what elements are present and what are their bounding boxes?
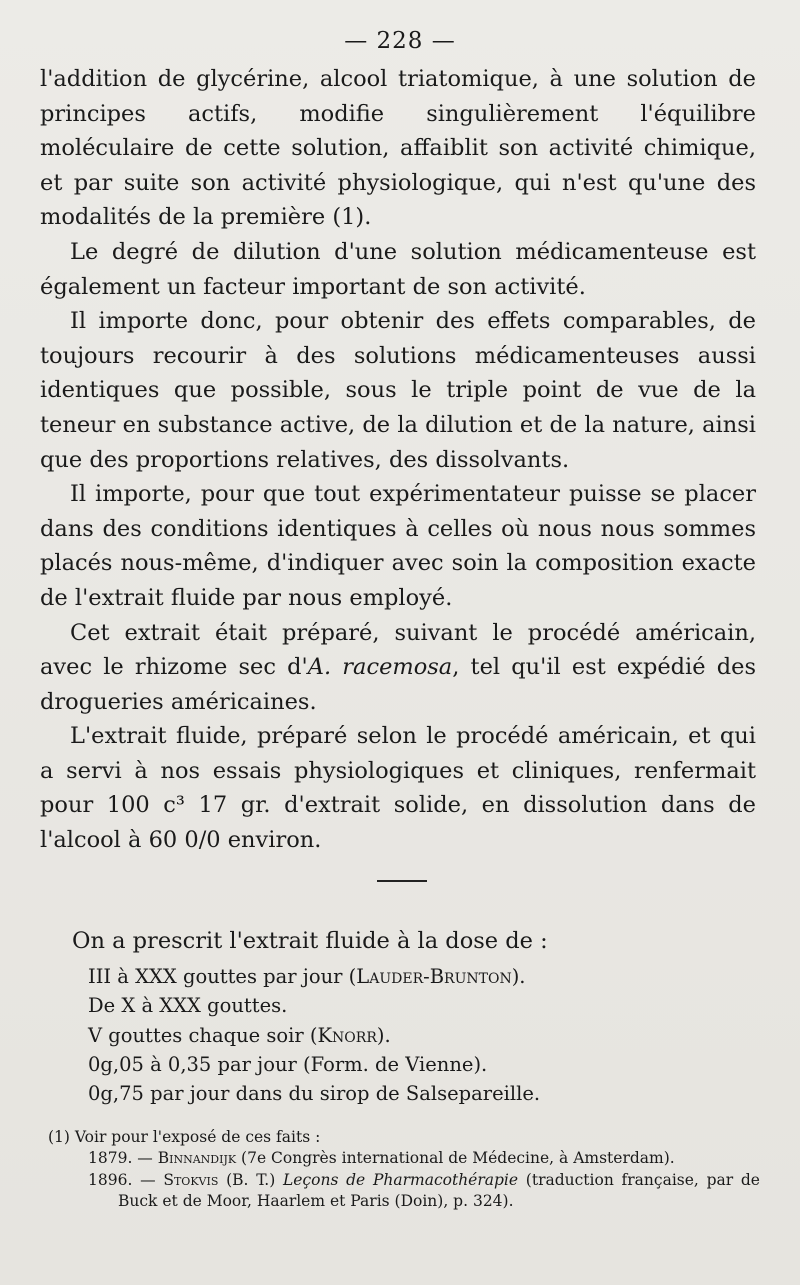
- main-text: [40, 62, 756, 858]
- species-genus: A.: [307, 654, 332, 681]
- dose-author: Knorr: [317, 1023, 377, 1047]
- para5-before: Cet extrait était préparé, suivant le procédé américain, avec le rhizome sec d': [40, 619, 756, 681]
- dose-text: V gouttes chaque soir (: [88, 1023, 318, 1047]
- ref-author: Binnandijk: [157, 1149, 237, 1168]
- footnotes: [48, 1127, 760, 1213]
- paragraph-fluid-extract: L'extrait fluide, préparé selon le procédé américain, et qui a servi à nos essais physiologiques et cliniques, renfermait pour 100 c³ 17 gr. d'extrait solide, en dissolution dans de l'alcool à 60 0/0 environ.: [40, 723, 756, 854]
- ref-title: Leçons de Pharmacothérapie: [282, 1170, 519, 1189]
- paragraph-comparable-effects: Il importe donc, pour obtenir des effets comparables, de toujours recourir à des solutions médicamenteuses aussi identiques que possible, sous le triple point de vue de la teneur en substance active, de la dilution et de la nature, ainsi que des proportions relatives, des dissolvants.: [40, 308, 756, 473]
- dose-item: 0g,75 par jour dans du sirop de Salsepareille.: [88, 1082, 541, 1106]
- para5-after: , tel qu'il est expédié des drogueries américaines.: [40, 654, 756, 715]
- doses-intro: On a prescrit l'extrait fluide à la dose de :: [72, 928, 548, 954]
- dose-author: Lauder-Brunton: [356, 965, 512, 988]
- section-separator: [377, 880, 427, 882]
- ref-initials: (B. T.): [226, 1170, 276, 1189]
- footnote-intro: (1) Voir pour l'exposé de ces faits :: [48, 1128, 321, 1146]
- page-number: — 228 —: [344, 28, 456, 54]
- dose-list: [88, 962, 540, 1108]
- dose-end: ).: [511, 965, 526, 988]
- dose-item: 0g,05 à 0,35 par jour (Form. de Vienne).: [88, 1052, 488, 1076]
- dose-item: [88, 1021, 540, 1050]
- paragraph-dilution: Le degré de dilution d'une solution médicamenteuse est également un facteur important de son activité.: [40, 238, 756, 300]
- paragraph-experimenter: Il importe, pour que tout expérimentateur puisse se placer dans des conditions identiques à celles où nous nous sommes placés nous-même, d'indiquer avec soin la composition exacte de l'extrait fluide par nous employé.: [40, 481, 756, 611]
- footnote-reference: [48, 1148, 760, 1169]
- ref-year: 1879. —: [88, 1149, 153, 1168]
- paragraph-continued: l'addition de glycérine, alcool triatomique, à une solution de principes actifs, modifie singulièrement l'équilibre moléculaire de cette solution, affaiblit son activité chimique, et par suite son activité physiologique, qui n'est qu'une des modalités de la première (1).: [40, 66, 756, 231]
- ref-author: Stokvis: [163, 1170, 219, 1189]
- dose-item: De X à XXX gouttes.: [88, 994, 288, 1018]
- ref-text: (7e Congrès international de Médecine, à Amsterdam).: [241, 1149, 675, 1168]
- ref-text: (traduction française, par de Buck et de Moor, Haarlem et Paris (Doin), p. 324).: [118, 1170, 760, 1211]
- ref-year: 1896. —: [88, 1170, 156, 1189]
- species-name: racemosa: [342, 654, 453, 681]
- dose-item: [88, 962, 540, 991]
- dose-text: III à XXX gouttes par jour (: [88, 965, 357, 988]
- dose-end: ).: [376, 1023, 391, 1047]
- paragraph-extract-preparation: [40, 616, 756, 720]
- footnote-reference: [48, 1170, 760, 1213]
